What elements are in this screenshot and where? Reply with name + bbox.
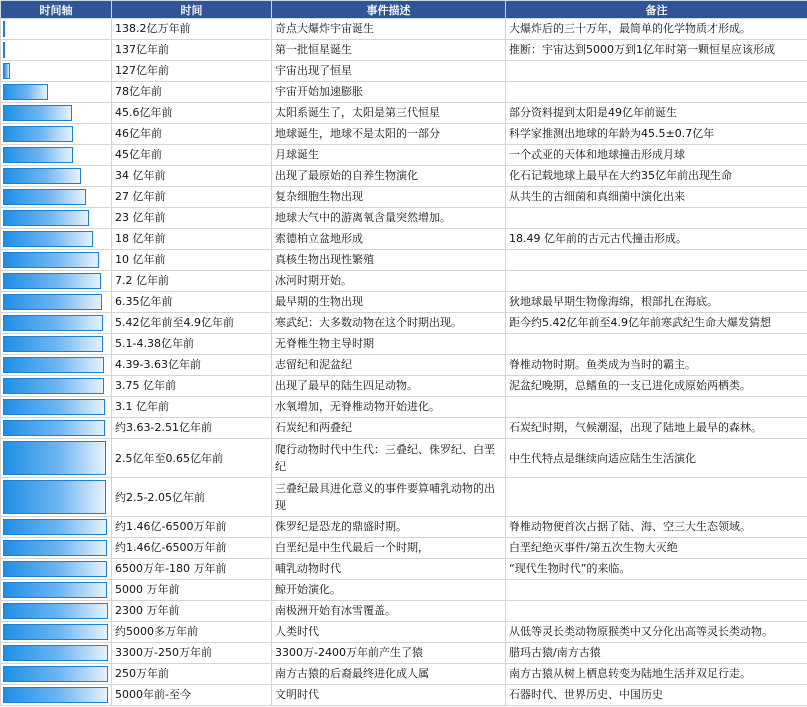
timeline-bar bbox=[3, 687, 108, 703]
note-cell[interactable]: 白垩纪绝灭事件/第五次生物大灭绝 bbox=[506, 538, 807, 559]
event-cell[interactable]: 寒武纪：大多数动物在这个时期出现。 bbox=[272, 313, 506, 334]
timeline-bar-cell[interactable] bbox=[1, 166, 112, 187]
timeline-bar-cell[interactable] bbox=[1, 538, 112, 559]
note-cell[interactable] bbox=[506, 397, 807, 418]
timeline-bar bbox=[3, 273, 101, 289]
event-cell[interactable]: 索德柏立盆地形成 bbox=[272, 229, 506, 250]
time-cell[interactable]: 约1.46亿-6500万年前 bbox=[112, 517, 272, 538]
timeline-bar bbox=[3, 168, 81, 184]
timeline-bar-cell[interactable] bbox=[1, 292, 112, 313]
time-cell[interactable]: 5.42亿年前至4.9亿年前 bbox=[112, 313, 272, 334]
event-cell[interactable]: 南方古猿的后裔最终进化成人属 bbox=[272, 664, 506, 685]
timeline-bar bbox=[3, 561, 107, 577]
event-cell[interactable]: 3300万-2400万年前产生了猿 bbox=[272, 643, 506, 664]
note-cell[interactable]: 化石记载地球上最早在大约35亿年前出现生命 bbox=[506, 166, 807, 187]
note-cell[interactable]: 从低等灵长类动物原猴类中又分化出高等灵长类动物。 bbox=[506, 622, 807, 643]
timeline-bar bbox=[3, 480, 106, 514]
time-cell[interactable]: 27 亿年前 bbox=[112, 187, 272, 208]
timeline-bar bbox=[3, 624, 108, 640]
time-cell[interactable]: 3.1 亿年前 bbox=[112, 397, 272, 418]
table-row bbox=[1, 250, 807, 271]
event-cell[interactable]: 地球诞生，地球不是太阳的一部分 bbox=[272, 124, 506, 145]
timeline-bar bbox=[3, 336, 103, 352]
table-body bbox=[1, 19, 807, 706]
timeline-bar bbox=[3, 63, 10, 79]
event-cell[interactable]: 最早期的生物出现 bbox=[272, 292, 506, 313]
table-row bbox=[1, 643, 807, 664]
time-cell[interactable]: 2.5亿年至0.65亿年前 bbox=[112, 439, 272, 478]
note-cell[interactable] bbox=[506, 478, 807, 517]
table-row bbox=[1, 103, 807, 124]
time-cell[interactable]: 46亿年前 bbox=[112, 124, 272, 145]
time-cell[interactable]: 2300 万年前 bbox=[112, 601, 272, 622]
timeline-bar-cell[interactable] bbox=[1, 250, 112, 271]
table-row bbox=[1, 559, 807, 580]
time-cell[interactable]: 约5000多万年前 bbox=[112, 622, 272, 643]
timeline-bar-cell[interactable] bbox=[1, 208, 112, 229]
table-row bbox=[1, 397, 807, 418]
event-cell[interactable]: 无脊椎生物主导时期 bbox=[272, 334, 506, 355]
timeline-bar bbox=[3, 441, 106, 475]
table-row bbox=[1, 439, 807, 478]
note-cell[interactable]: 18.49 亿年前的古元古代撞击形成。 bbox=[506, 229, 807, 250]
table-row bbox=[1, 538, 807, 559]
timeline-bar-cell[interactable] bbox=[1, 643, 112, 664]
table-row bbox=[1, 376, 807, 397]
timeline-bar bbox=[3, 231, 93, 247]
event-cell[interactable]: 第一批恒星诞生 bbox=[272, 40, 506, 61]
timeline-bar-cell[interactable] bbox=[1, 559, 112, 580]
timeline-bar bbox=[3, 105, 72, 121]
timeline-bar-cell[interactable] bbox=[1, 187, 112, 208]
timeline-bar-cell[interactable] bbox=[1, 418, 112, 439]
event-cell[interactable]: 水氧增加，无脊椎动物开始进化。 bbox=[272, 397, 506, 418]
time-cell[interactable]: 5000 万年前 bbox=[112, 580, 272, 601]
timeline-bar bbox=[3, 378, 104, 394]
event-cell[interactable]: 石炭纪和两叠纪 bbox=[272, 418, 506, 439]
header-row bbox=[1, 1, 807, 19]
timeline-bar bbox=[3, 21, 5, 37]
table-row bbox=[1, 124, 807, 145]
table-row bbox=[1, 40, 807, 61]
time-cell[interactable]: 6.35亿年前 bbox=[112, 292, 272, 313]
timeline-bar bbox=[3, 540, 107, 556]
event-cell[interactable]: 月球诞生 bbox=[272, 145, 506, 166]
note-cell[interactable]: 推断：宇宙达到5000万到1亿年时第一颗恒星应该形成 bbox=[506, 40, 807, 61]
note-cell[interactable] bbox=[506, 250, 807, 271]
note-cell[interactable]: 大爆炸后的三十万年，最简单的化学物质才形成。 bbox=[506, 19, 807, 40]
time-cell[interactable]: 约2.5-2.05亿年前 bbox=[112, 478, 272, 517]
table-row bbox=[1, 622, 807, 643]
time-cell[interactable]: 18 亿年前 bbox=[112, 229, 272, 250]
note-cell[interactable] bbox=[506, 271, 807, 292]
time-cell[interactable]: 127亿年前 bbox=[112, 61, 272, 82]
note-cell[interactable]: 从共生的古细菌和真细菌中演化出来 bbox=[506, 187, 807, 208]
timeline-bar bbox=[3, 315, 103, 331]
time-cell[interactable]: 3300万-250万年前 bbox=[112, 643, 272, 664]
timeline-bar bbox=[3, 42, 5, 58]
time-cell[interactable]: 约1.46亿-6500万年前 bbox=[112, 538, 272, 559]
table-row bbox=[1, 313, 807, 334]
timeline-bar bbox=[3, 210, 89, 226]
timeline-bar bbox=[3, 126, 73, 142]
table-row bbox=[1, 685, 807, 706]
timeline-bar-cell[interactable] bbox=[1, 601, 112, 622]
timeline-bar bbox=[3, 603, 108, 619]
table-row bbox=[1, 355, 807, 376]
table-row bbox=[1, 82, 807, 103]
table-row bbox=[1, 229, 807, 250]
table-row bbox=[1, 418, 807, 439]
timeline-bar bbox=[3, 189, 86, 205]
timeline-bar bbox=[3, 666, 108, 682]
event-cell[interactable]: 真核生物出现性繁殖 bbox=[272, 250, 506, 271]
note-cell[interactable]: 距今约5.42亿年前至4.9亿年前寒武纪生命大爆发猜想 bbox=[506, 313, 807, 334]
timeline-bar-cell[interactable] bbox=[1, 397, 112, 418]
table-row bbox=[1, 61, 807, 82]
event-cell[interactable]: 出现了最原始的自养生物演化 bbox=[272, 166, 506, 187]
table-row bbox=[1, 208, 807, 229]
table-row bbox=[1, 145, 807, 166]
timeline-bar-cell[interactable] bbox=[1, 622, 112, 643]
note-cell[interactable]: 科学家推测出地球的年龄为45.5±0.7亿年 bbox=[506, 124, 807, 145]
event-cell[interactable]: 地球大气中的游离氧含量突然增加。 bbox=[272, 208, 506, 229]
timeline-bar bbox=[3, 294, 102, 310]
header-note[interactable]: 备注 bbox=[506, 1, 807, 19]
timeline-bar bbox=[3, 645, 108, 661]
note-cell[interactable] bbox=[506, 334, 807, 355]
time-cell[interactable]: 23 亿年前 bbox=[112, 208, 272, 229]
timeline-bar-cell[interactable] bbox=[1, 145, 112, 166]
note-cell[interactable]: 石炭纪时期，气候潮湿，出现了陆地上最早的森林。 bbox=[506, 418, 807, 439]
time-cell[interactable]: 138.2亿万年前 bbox=[112, 19, 272, 40]
note-cell[interactable]: 脊椎动物时期。鱼类成为当时的霸主。 bbox=[506, 355, 807, 376]
timeline-bar-cell[interactable] bbox=[1, 82, 112, 103]
timeline-bar-cell[interactable] bbox=[1, 334, 112, 355]
timeline-bar-cell[interactable] bbox=[1, 19, 112, 40]
note-cell[interactable]: 南方古猿从树上栖息转变为陆地生活并双足行走。 bbox=[506, 664, 807, 685]
timeline-bar-cell[interactable] bbox=[1, 313, 112, 334]
event-cell[interactable]: 太阳系诞生了，太阳是第三代恒星 bbox=[272, 103, 506, 124]
event-cell[interactable]: 哺乳动物时代 bbox=[272, 559, 506, 580]
timeline-bar bbox=[3, 252, 99, 268]
note-cell[interactable] bbox=[506, 61, 807, 82]
event-cell[interactable]: 人类时代 bbox=[272, 622, 506, 643]
event-cell[interactable]: 爬行动物时代中生代：三叠纪、侏罗纪、白垩纪 bbox=[272, 439, 506, 478]
note-cell[interactable]: 部分资料提到太阳是49亿年前诞生 bbox=[506, 103, 807, 124]
header-event[interactable]: 事件描述 bbox=[272, 1, 506, 19]
note-cell[interactable] bbox=[506, 208, 807, 229]
timeline-bar bbox=[3, 147, 73, 163]
note-cell[interactable]: 一个忒亚的天体和地球撞击形成月球 bbox=[506, 145, 807, 166]
event-cell[interactable]: 出现了最早的陆生四足动物。 bbox=[272, 376, 506, 397]
time-cell[interactable]: 6500万年-180 万年前 bbox=[112, 559, 272, 580]
timeline-bar-cell[interactable] bbox=[1, 376, 112, 397]
time-cell[interactable]: 78亿年前 bbox=[112, 82, 272, 103]
note-cell[interactable] bbox=[506, 82, 807, 103]
timeline-bar bbox=[3, 420, 105, 436]
event-cell[interactable]: 南极洲开始有冰雪覆盖。 bbox=[272, 601, 506, 622]
time-cell[interactable]: 4.39-3.63亿年前 bbox=[112, 355, 272, 376]
table-row bbox=[1, 601, 807, 622]
time-cell[interactable]: 137亿年前 bbox=[112, 40, 272, 61]
note-cell[interactable] bbox=[506, 580, 807, 601]
time-cell[interactable]: 45亿年前 bbox=[112, 145, 272, 166]
time-cell[interactable]: 34 亿年前 bbox=[112, 166, 272, 187]
time-cell[interactable]: 7.2 亿年前 bbox=[112, 271, 272, 292]
event-cell[interactable]: 鲸开始演化。 bbox=[272, 580, 506, 601]
timeline-bar-cell[interactable] bbox=[1, 271, 112, 292]
event-cell[interactable]: 文明时代 bbox=[272, 685, 506, 706]
table-row bbox=[1, 19, 807, 40]
event-cell[interactable]: 侏罗纪是恐龙的鼎盛时期。 bbox=[272, 517, 506, 538]
note-cell[interactable]: 狄地球最早期生物像海绵，根部扎在海底。 bbox=[506, 292, 807, 313]
timeline-bar-cell[interactable] bbox=[1, 40, 112, 61]
note-cell[interactable]: 泥盆纪晚期，总鳍鱼的一支已进化成原始两栖类。 bbox=[506, 376, 807, 397]
timeline-bar-cell[interactable] bbox=[1, 685, 112, 706]
event-cell[interactable]: 宇宙出现了恒星 bbox=[272, 61, 506, 82]
time-cell[interactable]: 250万年前 bbox=[112, 664, 272, 685]
time-cell[interactable]: 5000年前-至今 bbox=[112, 685, 272, 706]
time-cell[interactable]: 45.6亿年前 bbox=[112, 103, 272, 124]
table-row bbox=[1, 187, 807, 208]
timeline-bar-cell[interactable] bbox=[1, 664, 112, 685]
timeline-bar-cell[interactable] bbox=[1, 61, 112, 82]
timeline-bar bbox=[3, 399, 105, 415]
timeline-bar-cell[interactable] bbox=[1, 124, 112, 145]
timeline-bar-cell[interactable] bbox=[1, 439, 112, 478]
timeline-bar-cell[interactable] bbox=[1, 103, 112, 124]
note-cell[interactable]: 中生代特点是继续向适应陆生生活演化 bbox=[506, 439, 807, 478]
table-row bbox=[1, 334, 807, 355]
note-cell[interactable]: 石器时代、世界历史、中国历史 bbox=[506, 685, 807, 706]
time-cell[interactable]: 5.1-4.38亿年前 bbox=[112, 334, 272, 355]
table-row bbox=[1, 292, 807, 313]
note-cell[interactable] bbox=[506, 601, 807, 622]
header-time[interactable]: 时间 bbox=[112, 1, 272, 19]
note-cell[interactable]: “现代生物时代”的来临。 bbox=[506, 559, 807, 580]
timeline-bar-cell[interactable] bbox=[1, 229, 112, 250]
time-cell[interactable]: 10 亿年前 bbox=[112, 250, 272, 271]
note-cell[interactable]: 腊玛古猿/南方古猿 bbox=[506, 643, 807, 664]
header-timeline-axis[interactable]: 时间轴 bbox=[1, 1, 112, 19]
timeline-bar bbox=[3, 582, 107, 598]
event-cell[interactable]: 三叠纪最具进化意义的事件要算哺乳动物的出现 bbox=[272, 478, 506, 517]
time-cell[interactable]: 3.75 亿年前 bbox=[112, 376, 272, 397]
timeline-bar-cell[interactable] bbox=[1, 355, 112, 376]
table-row bbox=[1, 580, 807, 601]
table-row bbox=[1, 166, 807, 187]
event-cell[interactable]: 奇点大爆炸宇宙诞生 bbox=[272, 19, 506, 40]
event-cell[interactable]: 白垩纪是中生代最后一个时期， bbox=[272, 538, 506, 559]
timeline-bar bbox=[3, 519, 107, 535]
event-cell[interactable]: 冰河时期开始。 bbox=[272, 271, 506, 292]
table-row bbox=[1, 517, 807, 538]
timeline-bar bbox=[3, 84, 48, 100]
timeline-bar-cell[interactable] bbox=[1, 478, 112, 517]
table-row bbox=[1, 271, 807, 292]
table-row bbox=[1, 664, 807, 685]
timeline-bar-cell[interactable] bbox=[1, 517, 112, 538]
event-cell[interactable]: 志留纪和泥盆纪 bbox=[272, 355, 506, 376]
event-cell[interactable]: 宇宙开始加速膨胀 bbox=[272, 82, 506, 103]
table-row bbox=[1, 478, 807, 517]
note-cell[interactable]: 脊椎动物便首次占据了陆、海、空三大生态领域。 bbox=[506, 517, 807, 538]
time-cell[interactable]: 约3.63-2.51亿年前 bbox=[112, 418, 272, 439]
timeline-bar bbox=[3, 357, 104, 373]
event-cell[interactable]: 复杂细胞生物出现 bbox=[272, 187, 506, 208]
timeline-bar-cell[interactable] bbox=[1, 580, 112, 601]
